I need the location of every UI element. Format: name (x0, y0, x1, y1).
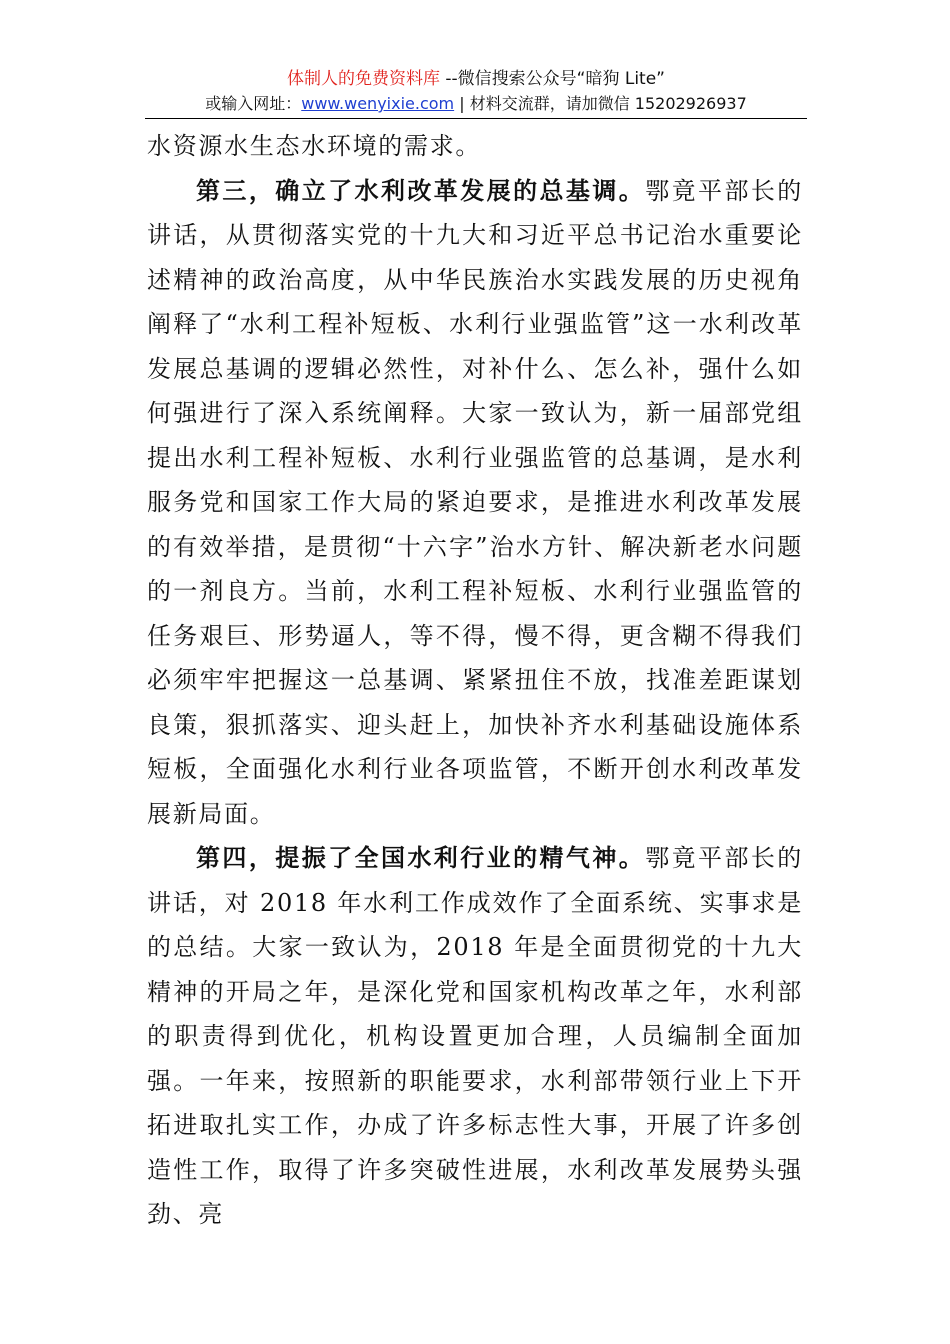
paragraph-text: 鄂竟平部长的讲话，对 2018 年水利工作成效作了全面系统、实事求是的总结。大家一致认为，2018 年是全面贯彻党的十九大精神的开局之年，是深化党和国家机构改革之年，水利部的职责得到优化，机构设置更加合理，人员编制全面加强。一年来，按照新的职能要求，水利部带领行业上下开拓进取扎实工作，办成了许多标志性大事，开展了许多创造性工作，取得了许多突破性进展，水利改革发展势头强劲、亮 (147, 844, 803, 1228)
url-prefix: 或输入网址： (205, 94, 302, 113)
header-tagline: --微信搜索公众号“暗狗 Lite” (439, 69, 665, 89)
paragraph-third-point (147, 169, 803, 837)
contact-info: | 材料交流群，请加微信 15202926937 (454, 94, 747, 113)
paragraph-fourth-point (147, 836, 803, 1237)
paragraph-text: 鄂竟平部长的讲话，从贯彻落实党的十九大和习近平总书记治水重要论述精神的政治高度，从中华民族治水实践发展的历史视角阐释了“水利工程补短板、水利行业强监管”这一水利改革发展总基调的逻辑必然性，对补什么、怎么补，强什么如何强进行了深入系统阐释。大家一致认为，新一届部党组提出水利工程补短板、水利行业强监管的总基调，是水利服务党和国家工作大局的紧迫要求，是推进水利改革发展的有效举措，是贯彻“十六字”治水方针、解决新老水问题的一剂良方。当前，水利工程补短板、水利行业强监管的任务艰巨、形势逼人，等不得，慢不得，更含糊不得我们必须牢牢把握这一总基调、紧紧扭住不放，找准差距谋划良策，狠抓落实、迎头赶上，加快补齐水利基础设施体系短板，全面强化水利行业各项监管，不断开创水利改革发展新局面。 (147, 176, 803, 828)
document-body (147, 124, 803, 1237)
brand-title: 体制人的免费资料库 (286, 69, 440, 89)
paragraph-continuation (147, 124, 803, 169)
paragraph-lead-heading: 第四，提振了全国水利行业的精气神。 (196, 843, 646, 872)
header-divider (145, 118, 807, 119)
paragraph-lead-heading: 第三，确立了水利改革发展的总基调。 (196, 175, 646, 205)
header-line-1 (145, 66, 807, 92)
header-line-2 (145, 92, 807, 116)
website-link[interactable]: www.wenyixie.com (301, 94, 455, 113)
page-header (145, 66, 807, 116)
paragraph-text: 水资源水生态水环境的需求。 (147, 132, 482, 160)
